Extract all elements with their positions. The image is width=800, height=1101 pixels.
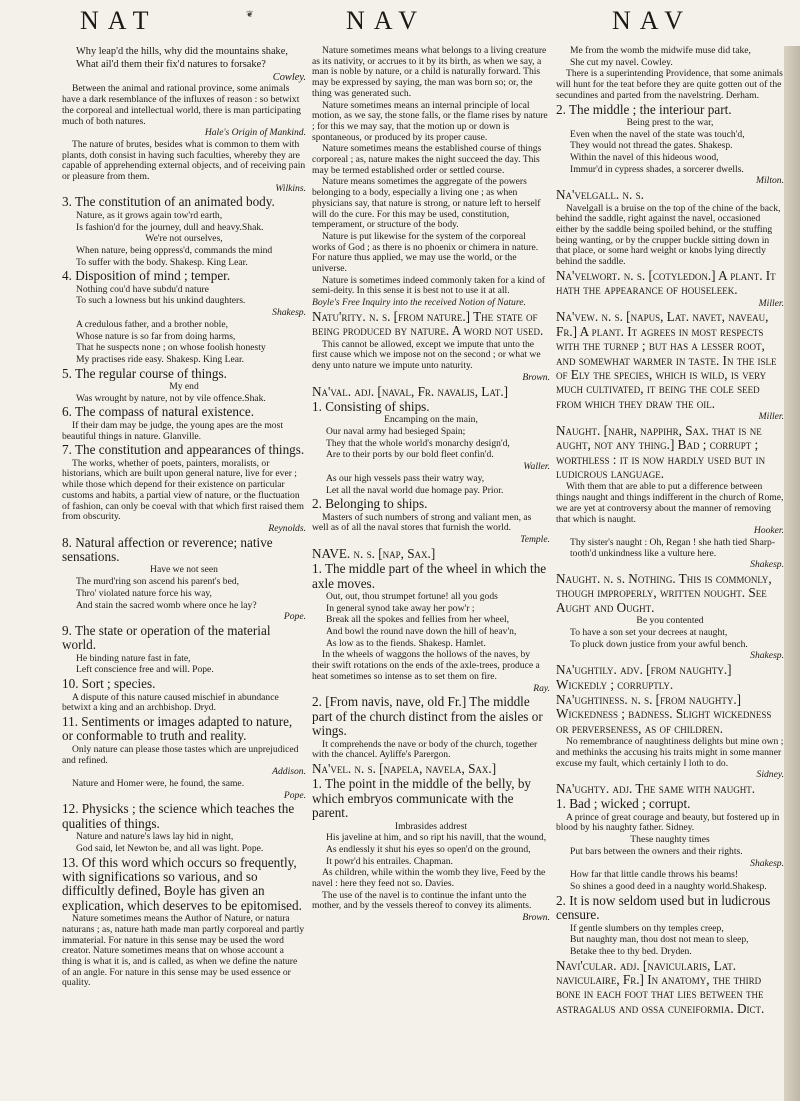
quote-prose: There is a superintending Providence, that some animals will hunt for the teat before they are quite gotten out of the secundines and parted from the navelstring. Derham.	[556, 68, 783, 101]
entry-naturity: Natu'rity. n. s. [from nature.] The state of being produced by nature. A word not used.	[312, 308, 544, 339]
column-middle	[312, 46, 550, 925]
quote-line: In general synod take away her pow'r ;	[326, 602, 475, 614]
sense-heading: 8. Natural affection or reverence; native sensations.	[62, 534, 273, 565]
citation: Temple.	[520, 534, 550, 546]
quote-line: Even when the navel of the state was touch'd,	[570, 128, 745, 140]
quote-line: A credulous father, and a brother noble,	[76, 318, 228, 330]
sense-heading: 1. The middle part of the wheel in which the axle moves.	[312, 561, 547, 591]
ornament-mark: ❦	[246, 10, 254, 20]
quote-prose: With them that are able to put a difference between things naught and things indifferent in the church of Rome, we are yet at controversy about the manner of removing that which is naught.	[556, 481, 784, 525]
quote-line: And bowl the round nave down the hill of heav'n,	[326, 626, 517, 638]
quote-line: To pluck down justice from your awful bench.	[570, 638, 748, 650]
quote-line: Be you contented	[636, 615, 704, 627]
citation: Shakesp.	[750, 559, 784, 571]
entry-navelwort: Na'velwort. n. s. [cotyledon.] A plant. It hath the appearance of houseleek.	[556, 267, 776, 298]
sense-heading: 9. The state or operation of the material world.	[62, 622, 271, 653]
quote-prose: The nature of brutes, besides what is common to them with plants, doth consist in having such faculties, whereby they are capable of apprehending external objects, and of receiving pain or pleasure from them.	[62, 138, 306, 183]
quote-line: Nothing cou'd have subdu'd nature	[76, 283, 209, 295]
sense-heading: 3. The constitution of an animated body.	[62, 194, 275, 210]
quote-line: Thro' violated nature force his way,	[76, 587, 212, 599]
entry-naval: Na'val. adj. [naval, Fr. navalis, Lat.]	[312, 383, 509, 399]
sense-heading: 4. Disposition of mind ; temper.	[62, 268, 231, 284]
quote-line: Nature, as it grows again tow'rd earth,	[76, 209, 223, 221]
quote-line: If gentle slumbers on thy temples creep,	[570, 922, 724, 934]
quote-prose: If their dam may be judge, the young apes are the most beautiful things in nature. Glanville.	[62, 419, 283, 442]
quote-prose: The use of the navel is to continue the infant unto the mother, and by the vessels thereof to convey its aliments.	[312, 889, 532, 912]
quote-line: What ail'd them their fix'd natures to forsake?	[76, 58, 266, 70]
quote-prose: This cannot be allowed, except we impute that unto the first cause which we impose not on the second ; or what we deny unto nature we impute unto naturity.	[312, 338, 541, 372]
quote-line: Thy sister's naught : Oh, Regan ! she hath tied Sharp-tooth'd unkindness like a vulture here.	[570, 536, 776, 559]
sense-heading: 1. The point in the middle of the belly, by which embryos communicate with the parent.	[312, 776, 532, 821]
quote-prose: In the wheels of waggons the hollows of the naves, by their swift rotations on the ends of the axle-trees, produce a heat sometimes so intense as to set them on fire.	[312, 649, 540, 682]
citation: Brown.	[522, 371, 550, 383]
quote-line: To such a lowness but his unkind daughters.	[76, 295, 246, 307]
entry-navel: Na'vel. n. s. [napela, navela, Sax.]	[312, 760, 497, 776]
quote-line: My end	[169, 381, 199, 393]
quote-line: As low as to the fiends. Shakesp. Hamlet.	[326, 637, 486, 649]
quote-line: His javeline at him, and so ript his navill, that the wound,	[326, 832, 547, 844]
entry-naught-noun: Naught. n. s. Nothing. This is commonly, though improperly, written nought. See Aught and Ought.	[556, 571, 772, 615]
sense-heading: 1. Bad ; wicked ; corrupt.	[556, 796, 691, 812]
sense-heading: 2. Belonging to ships.	[312, 496, 428, 512]
quote-line: Out, out, thou strumpet fortune! all you gods	[326, 590, 498, 602]
quote-line: Is fashion'd for the journey, dull and heavy.Shak.	[76, 221, 264, 233]
citation: Reynolds.	[268, 522, 306, 534]
quote-prose: No remembrance of naughtiness delights but mine own ; and methinks the accusing his traits might in some manner excuse my fault, which certainly I loth to do.	[556, 736, 784, 769]
quote-prose: The works, whether of poets, painters, moralists, or historians, which are built upon general nature, live for ever ; while those which depend for their existence on particular customs and habits, a partial view of nature, or the fluctuation of fashion, can only be coeval with that which first raised them from obscurity.	[62, 457, 304, 523]
quote-line: It powr'd his entrailes. Chapman.	[326, 855, 453, 867]
quote-prose: Nature sometimes means the Author of Nature, or natura naturans ; as, nature hath made man partly corporeal and partly immaterial. For nature in this sense may be used the word creator. Nature sometimes means that on whose account a thing is what it is, and is called, as when we define the nature of an angle. For nature in this sense may be used essence or quality.	[62, 913, 305, 989]
sense-heading: 10. Sort ; species.	[62, 676, 156, 692]
citation: Sidney.	[756, 769, 784, 781]
quote-line: We're not ourselves,	[145, 233, 223, 245]
citation: Miller.	[758, 411, 784, 423]
quote-line: Whose nature is so far from doing harms,	[76, 330, 236, 342]
citation: Milton.	[756, 175, 784, 187]
citation: Shakesp.	[272, 307, 306, 319]
citation: Wilkins.	[275, 182, 306, 194]
quote-prose: Nature means sometimes the aggregate of the powers belonging to a body, especially a living one ; as when physicians say, that nature is strong, or nature left to herself will do the cure. For this may be used, constitution, temperament, or structure of the body.	[312, 176, 541, 231]
citation: Pope.	[283, 611, 306, 623]
quote-line: Our naval army had besieged Spain;	[326, 426, 466, 438]
quote-line: As endlessly it shut his eyes so open'd on the ground,	[326, 843, 531, 855]
quote-line: How far that little candle throws his beams!	[570, 869, 739, 881]
citation: Addison.	[272, 766, 306, 778]
quote-line: Break all the spokes and fellies from her wheel,	[326, 614, 510, 626]
sense-heading: 2. It is now seldom used but in ludicrous censure.	[556, 892, 771, 923]
column-right	[556, 46, 784, 1017]
quote-line: The murd'ring son ascend his parent's bed,	[76, 576, 240, 588]
entry-navew: Na'vew. n. s. [napus, Lat. navet, naveau, Fr.] A plant. It agrees in most respects with the turnep ; but has a lesser root, and somewhat warmer in taste. In the isle of Ely the species, which is wild, is very much cultivated, it being the cole seed from which they draw the oil.	[556, 309, 777, 411]
quote-prose: Navelgall is a bruise on the top of the chine of the back, behind the saddle, right against the navel, occasioned either by the saddle being spoiled behind, or the stuffing being wanting, or by the crupper buckle sitting down in that place, or some hard weight or knobs lying directly behind the saddle.	[556, 202, 781, 268]
quote-prose: As children, while within the womb they live, Feed by the navel : here they feed not so. Davies.	[312, 867, 546, 890]
quote-line: As our high vessels pass their watry way,	[326, 472, 485, 484]
quote-line: Imbrasides addrest	[394, 820, 468, 832]
quote-line: Are to their ports by our bold fleet confin'd.	[326, 449, 494, 461]
quote-line: Was wrought by nature, not by vile offence.Shak.	[76, 392, 266, 404]
sense-heading: 2. [From navis, nave, old Fr.] The middle part of the church distinct from the aisles or wings.	[312, 694, 543, 739]
quote-line: That he suspects none ; on whose foolish honesty	[76, 342, 266, 354]
sense-heading: 2. The middle ; the interiour part.	[556, 101, 732, 117]
quote-line: Nature and nature's laws lay hid in night,	[76, 831, 234, 843]
entry-naughtily: Na'ughtily. adv. [from naughty.] Wickedly ; corruptly.	[556, 662, 732, 692]
entry-naughtiness: Na'ughtiness. n. s. [from naughty.] Wickedness ; badness. Slight wickedness or perverseness, as of children.	[556, 691, 772, 736]
quote-prose: Nature sometimes means what belongs to a living creature as its nativity, or accrues to it by its birth, as when we say, a man is noble by nature, or a child is naturally forward. This may be expressed by saying, the man was born so; or, the thing was generated such.	[312, 46, 547, 99]
quote-line: They that the whole world's monarchy design'd,	[326, 437, 510, 449]
quote-line: Why leap'd the hills, why did the mountains shake,	[76, 46, 288, 57]
citation: Shakesp.	[750, 857, 784, 869]
header-left-word: NAT	[80, 6, 158, 35]
entry-naught-adj: Naught. [nahr, nappihr, Sax. that is ne aught, not any thing.] Bad ; corrupt ; worthless : it is now hardly used but in ludicrous language.	[556, 422, 766, 482]
citation: Shakesp.	[750, 650, 784, 662]
column-left	[62, 46, 306, 990]
running-header	[0, 6, 800, 42]
sense-heading: 5. The regular course of things.	[62, 365, 227, 381]
quote-line: Being prest to the war,	[626, 116, 714, 128]
quote-prose: It comprehends the nave or body of the church, together with the chancel. Ayliffe's Parergon.	[312, 738, 538, 761]
citation: Hooker.	[753, 525, 784, 537]
quote-line: Have we not seen	[150, 564, 218, 576]
quote-line: Immur'd in cypress shades, a sorcerer dwells.	[570, 163, 744, 175]
citation: Pope.	[283, 789, 306, 801]
quote-line: So shines a good deed in a naughty world.Shakesp.	[570, 880, 767, 892]
citation: Ray.	[533, 682, 550, 694]
page-edge-bleed	[784, 46, 800, 1101]
citation: Waller.	[523, 461, 550, 473]
citation: Miller.	[758, 297, 784, 309]
header-right-word: NAV	[612, 6, 692, 35]
quote-line: These naughty times	[630, 834, 710, 846]
quote-prose: Only nature can please those tastes which are unprejudiced and refined.	[62, 743, 299, 766]
quote-line: He binding nature fast in fate,	[76, 652, 191, 664]
quote-line: When nature, being oppress'd, commands the mind	[76, 244, 273, 256]
sense-heading: 13. Of this word which occurs so frequently, with significations so various, and so difficultly defined, Boyle has given an explication, which deserves to be epitomised.	[62, 854, 302, 913]
quote-prose: A prince of great courage and beauty, but fostered up in blood by his naughty father. Sidney.	[556, 811, 780, 834]
quote-line: To suffer with the body. Shakesp. King Lear.	[76, 256, 248, 268]
quote-line: And stain the sacred womb where once he lay?	[76, 599, 257, 611]
entry-nave: NAVE. n. s. [nap, Sax.]	[312, 545, 436, 561]
sense-heading: 1. Consisting of ships.	[312, 398, 430, 414]
quote-line: Within the navel of this hideous wood,	[570, 152, 719, 164]
quote-prose: A dispute of this nature caused mischief in abundance betwixt a king and an archbishop. Dryd.	[62, 691, 279, 714]
citation: Hale's Origin of Mankind.	[204, 127, 306, 139]
quote-prose: Nature is sometimes indeed commonly taken for a kind of semi-deity. In this sense it is best not to use it at all.	[312, 274, 545, 297]
quote-line: Encamping on the main,	[384, 414, 478, 426]
sense-heading: 11. Sentiments or images adapted to nature, or conformable to truth and reality.	[62, 713, 293, 744]
quote-prose: Nature sometimes means an internal principle of local motion, as we say, the stone falls, or the flame rises by nature ; for this we may say, that the motion up or down is spontaneous, or produced by its proper cause.	[312, 99, 548, 143]
quote-line: Left conscience free and will. Pope.	[76, 664, 214, 676]
quote-line: My practises ride easy. Shakesp. King Lear.	[76, 353, 245, 365]
entry-navelgall: Na'velgall. n. s.	[556, 187, 644, 203]
quote-prose: Nature is put likewise for the system of the corporeal works of God ; as there is no phoenix or chimera in nature. For nature thus applied, we may use the world, or the universe.	[312, 230, 539, 275]
header-center-word: NAV	[346, 6, 426, 35]
sense-heading: 6. The compass of natural existence.	[62, 404, 255, 420]
entry-navicular: Navi'cular. adj. [navicularis, Lat. naviculaire, Fr.] In anatomy, the third bone in each foot that lies between the astragalus and ossa cuneiformia. Dict.	[556, 957, 765, 1016]
quote-line: To have a son set your decrees at naught,	[570, 627, 728, 638]
citation: Brown.	[522, 912, 550, 924]
citation: Boyle's Free Inquiry into the received Notion of Nature.	[312, 297, 526, 309]
citation: Cowley.	[272, 71, 306, 83]
entry-naughty: Na'ughty. adj. The same with naught.	[556, 780, 756, 796]
quote-line: Me from the womb the midwife muse did take,	[570, 46, 751, 56]
quote-line: They would not thread the gates. Shakesp.	[570, 140, 733, 152]
quote-line: Put bars between the owners and their rights.	[570, 845, 743, 857]
quote-line: Betake thee to thy bed. Dryden.	[570, 945, 692, 957]
quote-prose: Nature sometimes means the established course of things corporeal ; as, nature makes the night succeed the day. This may be termed established order or settled course.	[312, 143, 542, 176]
quote-line: Nature and Homer were, he found, the same.	[72, 777, 245, 789]
sense-heading: 7. The constitution and appearances of things.	[62, 442, 305, 458]
quote-line: But naughty man, thou dost not mean to sleep,	[570, 934, 749, 946]
quote-line: God said, let Newton be, and all was light. Pope.	[76, 842, 264, 854]
quote-line: Let all the naval world due homage pay. Prior.	[326, 484, 504, 496]
quote-prose: Between the animal and rational province, some animals have a dark resemblance of the influxes of reason : so betwixt the corporeal and intellectual world, there is man participating much of both natures.	[62, 83, 301, 127]
quote-prose: Masters of such numbers of strong and valiant men, as well as of all the naval stores that furnish the world.	[312, 511, 532, 534]
sense-heading: 12. Physicks ; the science which teaches the qualities of things.	[62, 801, 295, 831]
quote-line: She cut my navel. Cowley.	[570, 56, 673, 68]
